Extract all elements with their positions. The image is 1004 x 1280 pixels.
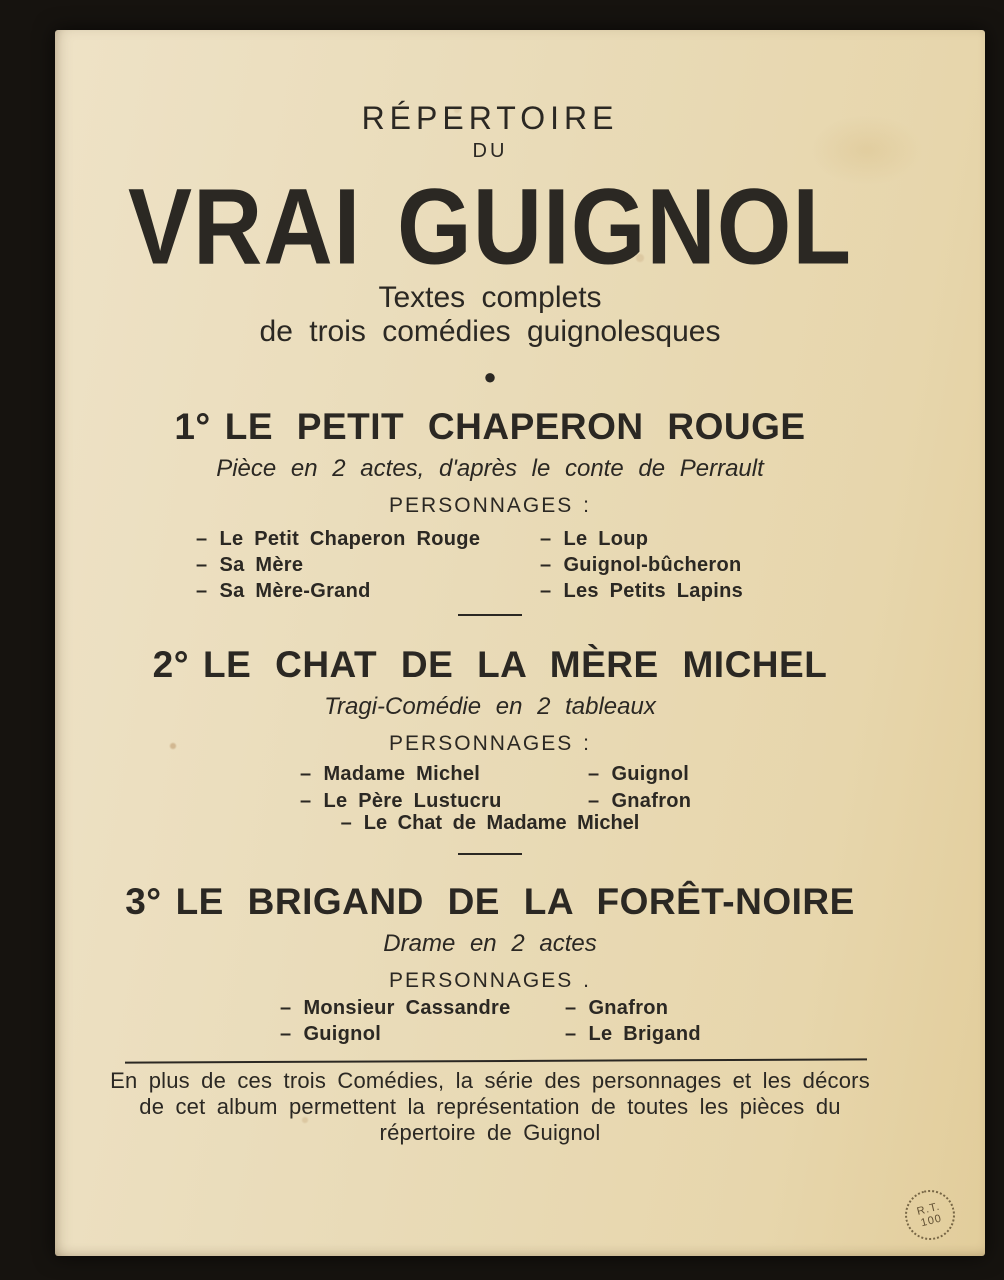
cast-name: Guignol (611, 763, 690, 785)
dash: – (300, 763, 312, 785)
title-kicker: RÉPERTOIRE (361, 100, 619, 136)
section-1-header (55, 404, 925, 518)
paper-page (55, 30, 985, 1256)
footer-line-2: de cet album permettent la représentation de toutes les pièces du (139, 1094, 841, 1119)
cast-item (300, 761, 588, 788)
cast-name: Le Brigand (588, 1023, 701, 1045)
main-title: VRAI GUIGNOL (127, 167, 852, 287)
dash: – (280, 1023, 292, 1045)
cast-item (540, 526, 743, 552)
cast-name: Le Père Lustucru (323, 790, 502, 812)
section-3-title (55, 879, 925, 925)
dash: – (540, 528, 552, 550)
section-3-header (55, 879, 925, 993)
subtitle-line-1: Textes complets (378, 281, 602, 314)
section-2-number: 2° (152, 644, 190, 685)
cast-name: Monsieur Cassandre (303, 997, 511, 1019)
section-2-name: LE CHAT DE LA MÈRE MICHEL (203, 644, 828, 685)
cast-name: Le Loup (563, 528, 649, 550)
cast-name: Le Chat de Madame Michel (363, 812, 640, 834)
cast-name: Le Petit Chaperon Rouge (219, 528, 481, 550)
section-divider (458, 853, 522, 855)
section-bullet-icon: ● (483, 364, 497, 389)
section-3-name: LE BRIGAND DE LA FORÊT-NOIRE (175, 881, 855, 922)
cast-item (588, 788, 691, 815)
dash: – (565, 997, 577, 1019)
title-kicker-sub: DU (472, 140, 508, 162)
section-1-title (55, 404, 925, 450)
subtitle-line-2: de trois comédies guignolesques (259, 315, 721, 348)
section-3-cast-label: PERSONNAGES . (389, 969, 591, 992)
cast-name: Sa Mère (219, 554, 304, 576)
footer-text (55, 1068, 925, 1146)
cast-item (588, 761, 691, 788)
dash: – (340, 812, 352, 834)
cast-item (540, 578, 743, 604)
cast-name: Guignol-bûcheron (563, 554, 742, 576)
cast-name: Gnafron (588, 997, 669, 1019)
dash: – (540, 554, 552, 576)
dash: – (196, 528, 208, 550)
cast-list-2 (300, 761, 691, 815)
subtitle (55, 281, 925, 349)
cast-list-3 (280, 995, 701, 1047)
cast-item (565, 1021, 701, 1047)
section-2-title (55, 642, 925, 688)
cast-item-center (55, 812, 925, 835)
cast-name: Gnafron (611, 790, 692, 812)
section-3-description: Drame en 2 actes (383, 930, 597, 957)
section-1-number: 1° (174, 406, 211, 447)
section-1-description: Pièce en 2 actes, d'après le conte de Perrault (216, 455, 764, 482)
cast-name: Madame Michel (323, 763, 481, 785)
dash: – (196, 554, 208, 576)
stamp-text-top: R.T. (915, 1200, 942, 1218)
footer-line-3: répertoire de Guignol (379, 1120, 601, 1145)
dash: – (540, 580, 552, 602)
dash: – (196, 580, 208, 602)
section-2-cast-label: PERSONNAGES : (389, 732, 591, 755)
cast-item (196, 552, 540, 578)
cast-name: Sa Mère-Grand (219, 580, 371, 602)
cast-item (196, 526, 540, 552)
section-divider (458, 614, 522, 616)
dash: – (565, 1023, 577, 1045)
footer-rule (125, 1058, 867, 1063)
section-1-cast-label: PERSONNAGES : (389, 494, 591, 517)
section-3-number: 3° (125, 881, 162, 922)
cast-item (540, 552, 743, 578)
cast-item (300, 788, 588, 815)
section-2-header (55, 642, 925, 756)
cast-name: Guignol (303, 1023, 382, 1045)
cast-item (565, 995, 701, 1021)
cast-item (196, 578, 540, 604)
dash: – (588, 763, 600, 785)
dash: – (588, 790, 600, 812)
cast-list-1 (196, 526, 743, 604)
cast-item (280, 995, 565, 1021)
cast-name: Les Petits Lapins (563, 580, 744, 602)
ink-stamp (900, 1185, 961, 1246)
section-2-description: Tragi-Comédie en 2 tableaux (324, 693, 656, 720)
dash: – (280, 997, 292, 1019)
stamp-text-bottom: 100 (919, 1212, 944, 1230)
footer-line-1: En plus de ces trois Comédies, la série des personnages et les décors (110, 1068, 870, 1093)
section-1-name: LE PETIT CHAPERON ROUGE (224, 406, 806, 447)
dash: – (300, 790, 312, 812)
cast-item (280, 1021, 565, 1047)
